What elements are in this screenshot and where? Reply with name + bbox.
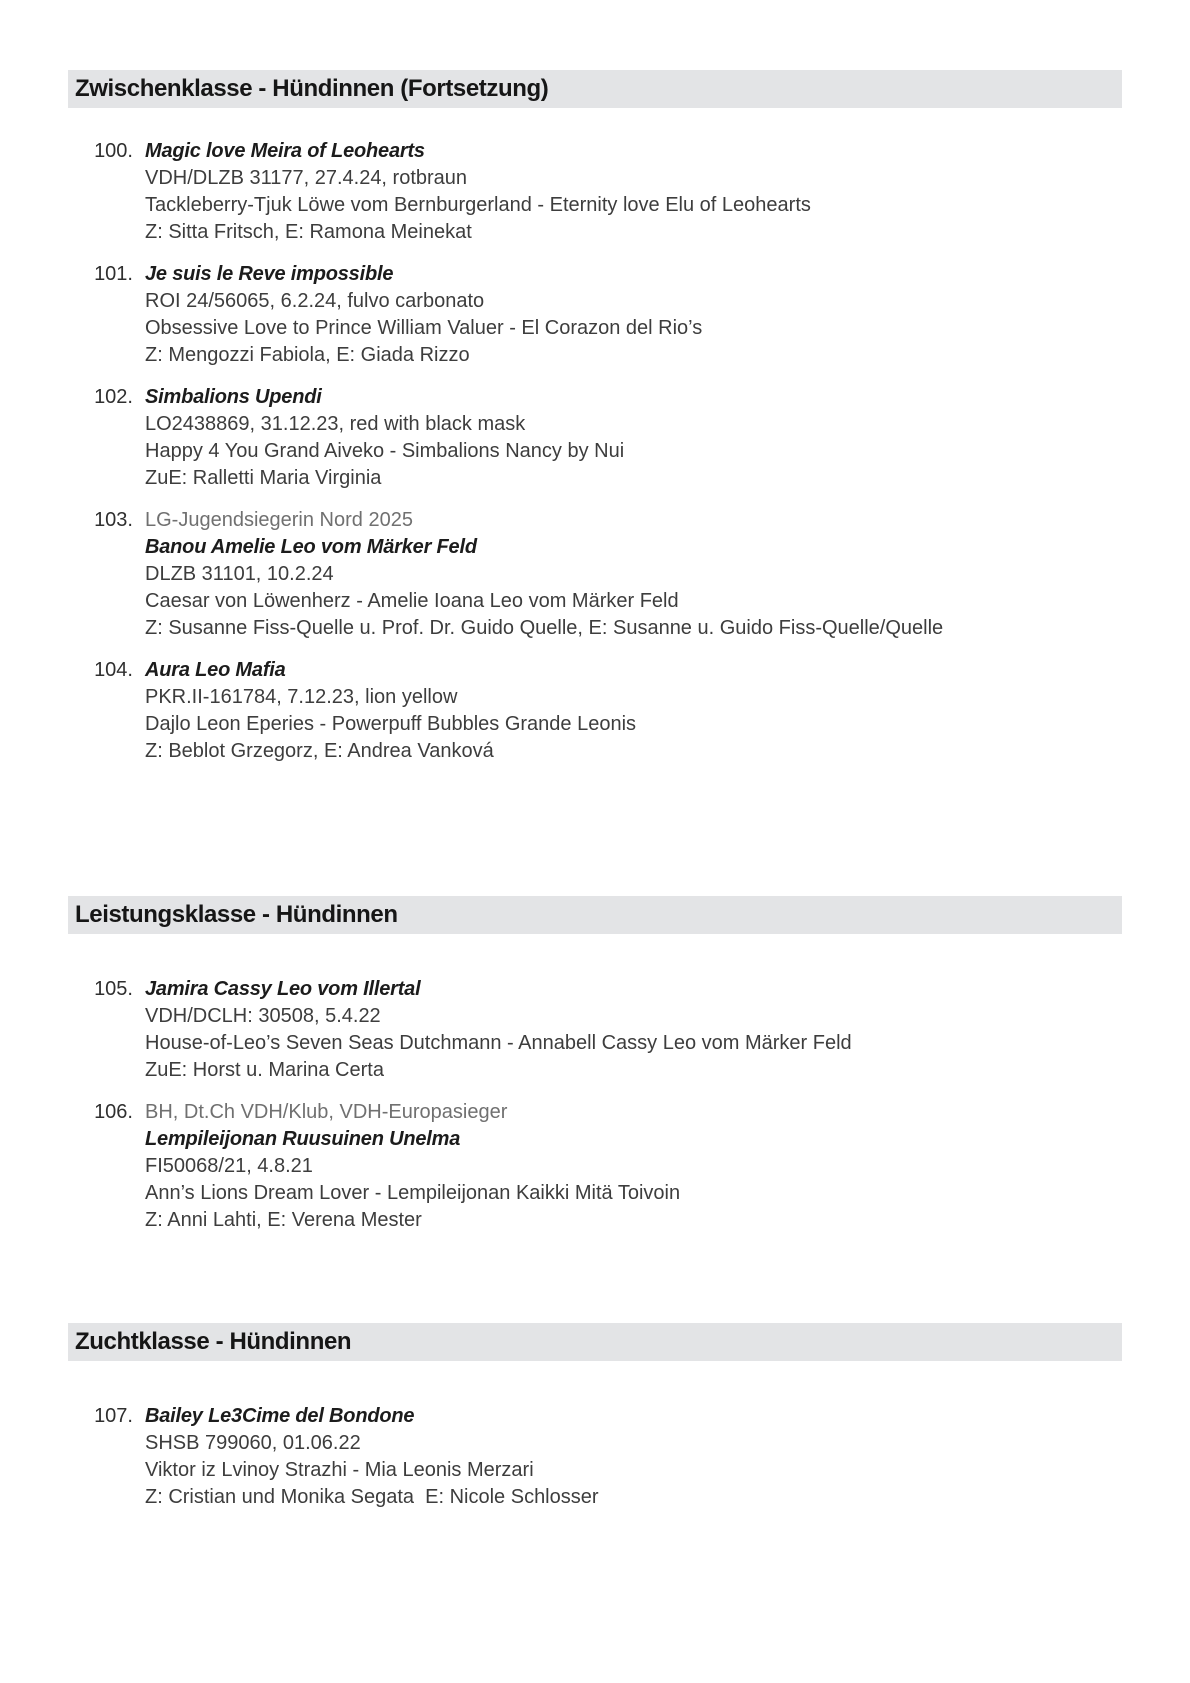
- entry-detail-line: ZuE: Ralletti Maria Virginia: [145, 467, 382, 489]
- entry-detail-line: FI50068/21, 4.8.21: [145, 1155, 313, 1177]
- entry-list: [68, 108, 1122, 765]
- entry-detail-line: Z: Mengozzi Fabiola, E: Giada Rizzo: [145, 344, 470, 366]
- dog-name: Magic love Meira of Leohearts: [145, 140, 425, 162]
- entry-detail-line: Obsessive Love to Prince William Valuer - El Corazon del Rio’s: [145, 317, 703, 339]
- entry-detail-line: Ann’s Lions Dream Lover - Lempileijonan Kaikki Mitä Toivoin: [145, 1182, 681, 1204]
- entry-number: 101.: [94, 263, 133, 285]
- catalog-entry: [68, 138, 1122, 246]
- entry-detail-line: VDH/DCLH: 30508, 5.4.22: [145, 1005, 381, 1027]
- class-section: [68, 70, 1122, 765]
- section-title: Zuchtklasse - Hündinnen: [75, 1328, 352, 1355]
- entry-number: 103.: [94, 509, 133, 531]
- entry-list: [68, 1361, 1122, 1511]
- entry-award-titles: BH, Dt.Ch VDH/Klub, VDH-Europasieger: [145, 1101, 508, 1123]
- catalog-entry: [68, 1403, 1122, 1511]
- entry-number: 106.: [94, 1101, 133, 1123]
- section-title: Leistungsklasse - Hündinnen: [75, 901, 398, 928]
- entry-detail-line: Z: Beblot Grzegorz, E: Andrea Vanková: [145, 740, 494, 762]
- catalog-entry: [68, 976, 1122, 1084]
- entry-body: [145, 976, 1122, 1084]
- entry-detail-line: Dajlo Leon Eperies - Powerpuff Bubbles Grande Leonis: [145, 713, 637, 735]
- section-title: Zwischenklasse - Hündinnen (Fortsetzung): [75, 75, 549, 102]
- dog-name: Banou Amelie Leo vom Märker Feld: [145, 536, 477, 558]
- class-section: [68, 1323, 1122, 1511]
- entry-body: [145, 1099, 1122, 1234]
- entry-detail-line: ROI 24/56065, 6.2.24, fulvo carbonato: [145, 290, 485, 312]
- entry-detail-line: Viktor iz Lvinoy Strazhi - Mia Leonis Merzari: [145, 1459, 534, 1481]
- entry-detail-line: PKR.II-161784, 7.12.23, lion yellow: [145, 686, 458, 708]
- entry-body: [145, 384, 1122, 492]
- class-section: [68, 896, 1122, 1234]
- catalog-entry: [68, 261, 1122, 369]
- entry-body: [145, 657, 1122, 765]
- catalog-entry: [68, 507, 1122, 642]
- entry-detail-line: ZuE: Horst u. Marina Certa: [145, 1059, 384, 1081]
- entry-number: 104.: [94, 659, 133, 681]
- entry-detail-line: SHSB 799060, 01.06.22: [145, 1432, 361, 1454]
- entry-detail-line: Z: Susanne Fiss-Quelle u. Prof. Dr. Guido Quelle, E: Susanne u. Guido Fiss-Quelle/Quelle: [145, 617, 944, 639]
- dog-name: Lempileijonan Ruusuinen Unelma: [145, 1128, 461, 1150]
- entry-detail-line: Caesar von Löwenherz - Amelie Ioana Leo vom Märker Feld: [145, 590, 679, 612]
- entry-number: 102.: [94, 386, 133, 408]
- section-header-bar: [68, 1323, 1122, 1361]
- catalog-entry: [68, 657, 1122, 765]
- entry-detail-line: Tackleberry-Tjuk Löwe vom Bernburgerland - Eternity love Elu of Leohearts: [145, 194, 811, 216]
- entry-number: 107.: [94, 1405, 133, 1427]
- section-header-bar: [68, 70, 1122, 108]
- dog-name: Aura Leo Mafia: [145, 659, 286, 681]
- entry-detail-line: Happy 4 You Grand Aiveko - Simbalions Nancy by Nui: [145, 440, 625, 462]
- entry-body: [145, 138, 1122, 246]
- dog-name: Simbalions Upendi: [145, 386, 322, 408]
- catalog-entry: [68, 384, 1122, 492]
- entry-detail-line: VDH/DLZB 31177, 27.4.24, rotbraun: [145, 167, 468, 189]
- entry-detail-line: Z: Sitta Fritsch, E: Ramona Meinekat: [145, 221, 472, 243]
- entry-award-titles: LG-Jugendsiegerin Nord 2025: [145, 509, 413, 531]
- entry-body: [145, 507, 1122, 642]
- entry-detail-line: LO2438869, 31.12.23, red with black mask: [145, 413, 526, 435]
- entry-list: [68, 934, 1122, 1234]
- entry-detail-line: Z: Cristian und Monika Segata E: Nicole Schlosser: [145, 1486, 599, 1508]
- entry-detail-line: DLZB 31101, 10.2.24: [145, 563, 334, 585]
- dog-name: Bailey Le3Cime del Bondone: [145, 1405, 415, 1427]
- entry-body: [145, 261, 1122, 369]
- entry-number: 105.: [94, 978, 133, 1000]
- entry-body: [145, 1403, 1122, 1511]
- entry-detail-line: Z: Anni Lahti, E: Verena Mester: [145, 1209, 422, 1231]
- entry-detail-line: House-of-Leo’s Seven Seas Dutchmann - Annabell Cassy Leo vom Märker Feld: [145, 1032, 852, 1054]
- entry-number: 100.: [94, 140, 133, 162]
- dog-name: Jamira Cassy Leo vom Illertal: [145, 978, 421, 1000]
- section-header-bar: [68, 896, 1122, 934]
- dog-name: Je suis le Reve impossible: [145, 263, 394, 285]
- catalog-entry: [68, 1099, 1122, 1234]
